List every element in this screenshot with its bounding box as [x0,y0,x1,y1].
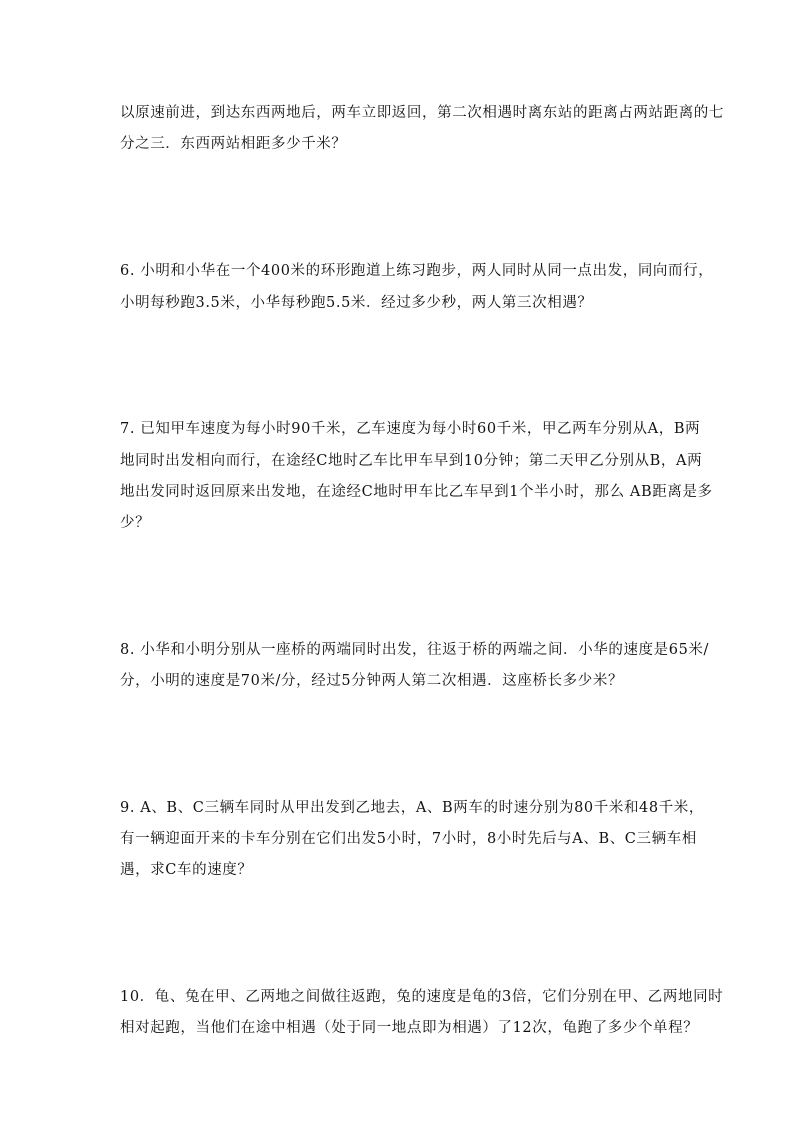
problem-9-line-1: 9. A、B、C三辆车同时从甲出发到乙地去，A、B两车的时速分别为80千米和48千米， [120,800,704,816]
problem-8-line-2: 分，小明的速度是70米/分，经过5分钟两人第二次相遇．这座桥长多少米？ [120,673,624,689]
problem-7-line-1: 7. 已知甲车速度为每小时90千米，乙车速度为每小时60千米，甲乙两车分别从A，B两 [120,421,701,437]
problem-5-line-1: 以原速前进，到达东西两地后，两车立即返回，第二次相遇时离东站的距离占两站距离的七 [120,105,724,121]
problem-9-line-3: 遇，求C车的速度？ [120,862,253,878]
problem-6-line-2: 小明每秒跑3.5米，小华每秒跑5.5米．经过多少秒，两人第三次相遇？ [120,295,593,311]
problem-5-line-2: 分之三．东西两站相距多少千米？ [120,136,347,152]
problem-7-line-3: 地出发同时返回原来出发地，在途经C地时甲车比乙车早到1个半小时，那么 AB距离是多 [120,484,713,500]
problem-7-line-2: 地同时出发相向而行，在途经C地时乙车比甲车早到10分钟；第二天甲乙分别从B，A两 [120,453,703,469]
problem-10-line-1: 10．龟、兔在甲、乙两地之间做往返跑，兔的速度是龟的3倍，它们分别在甲、乙两地同时 [120,989,724,1005]
problem-9-line-2: 有一辆迎面开来的卡车分别在它们出发5小时，7小时，8小时先后与A、B、C三辆车相 [120,831,697,847]
problem-10-line-2: 相对起跑，当他们在途中相遇（处于同一地点即为相遇）了12次，龟跑了多少个单程？ [120,1020,699,1036]
problem-8-line-1: 8. 小华和小明分别从一座桥的两端同时出发，往返于桥的两端之间．小华的速度是65米/ [120,642,709,658]
problem-7-line-4: 少？ [120,515,151,531]
problem-6-line-1: 6. 小明和小华在一个400米的环形跑道上练习跑步，两人同时从同一点出发，同向而行， [120,263,714,279]
